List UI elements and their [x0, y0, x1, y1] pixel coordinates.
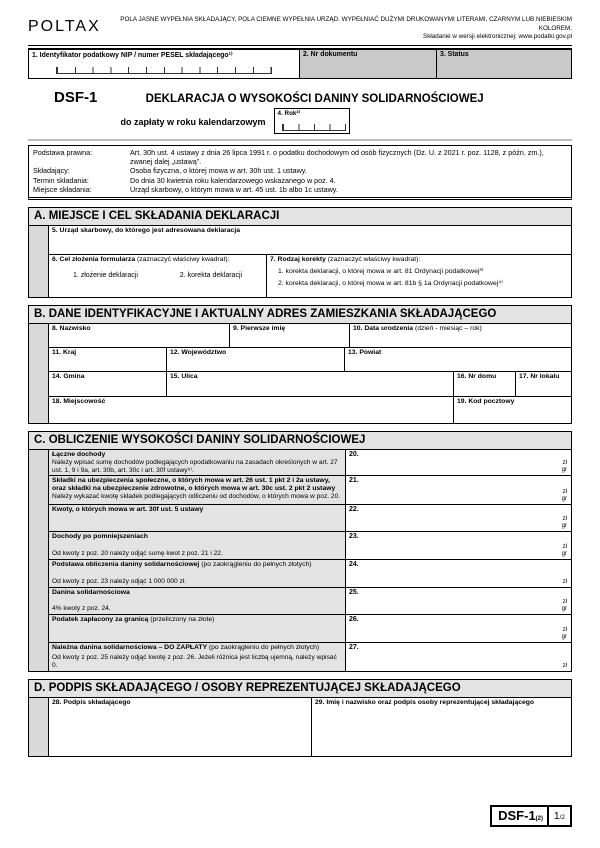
row27-note: Od kwoty z poz. 25 należy odjąć kwotę z poz. 26. Jeżeli różnica jest liczbą ujemną, należy wpisać 0.: [52, 653, 337, 669]
apartment-number-field[interactable]: [515, 372, 571, 396]
amount-field-27[interactable]: 27. zł: [346, 643, 571, 671]
street-label: 15. Ulica: [170, 373, 198, 381]
row20-title: Łączne dochody: [52, 451, 106, 459]
voivodeship-field[interactable]: [166, 348, 344, 371]
section-a-header: A. MIEJSCE I CEL SKŁADANIA DEKLARACJI: [28, 207, 572, 225]
house-number-field[interactable]: [453, 372, 515, 396]
representative-signature-label: 29. Imię i nazwisko oraz podpis osoby reprezentującej składającego: [315, 699, 535, 707]
county-label: 13. Powiat: [348, 349, 382, 357]
filing-purpose-option-declaration[interactable]: 1. złożenie deklaracji: [72, 272, 138, 280]
calc-row-art30f-amounts: [49, 504, 571, 531]
section-c-header: C. OBLICZENIE WYSOKOŚCI DANINY SOLIDARNOŚCIOWEJ: [28, 431, 572, 449]
row26-title: Podatek zapłacony za granicą: [52, 616, 151, 624]
first-name-field[interactable]: [229, 324, 349, 347]
footer-form-version: (2): [535, 816, 544, 822]
nip-pesel-label: 1. Identyfikator podatkowy NIP / numer PESEL składającego¹⁾: [32, 51, 233, 59]
row24-title: Podstawa obliczenia daniny solidarnościowej: [52, 561, 202, 569]
status-field: [437, 50, 571, 78]
year-label: 4. Rok²⁾: [277, 109, 301, 117]
voivodeship-label: 12. Województwo: [170, 349, 227, 357]
calc-row-levy-base: Podstawa obliczenia daniny solidarnościowej (po zaokrągleniu do pełnych złotych) Od kwoty z poz. 23 należy odjąć 1 000 000 zł. 24. zł: [49, 559, 571, 587]
row23-note: Od kwoty z poz. 20 należy odjąć sumę kwot z poz. 21 i 22.: [52, 549, 223, 557]
zl-unit: zł: [562, 516, 567, 523]
status-label: 3. Status: [440, 50, 469, 58]
zl-unit: zł: [562, 663, 567, 670]
legal-value: Urząd skarbowy, o którym mowa w art. 45 ust. 1b albo 1c ustawy.: [130, 184, 338, 194]
identification-row: [28, 48, 572, 79]
row23-title: Dochody po pomniejszeniach: [52, 533, 148, 541]
country-field[interactable]: [49, 348, 166, 371]
fill-instructions-line1: POLA JASNE WYPEŁNIA SKŁADAJĄCY, POLA CIEMNE WYPEŁNIA URZĄD. WYPEŁNIAĆ DUŻYMI DRUKOWANYMI LITERAMI, CZARNYM LUB NIEBIESKIM KOLOREM.: [120, 16, 572, 32]
filing-purpose-option-correction[interactable]: 2. korekta deklaracji: [179, 272, 243, 280]
calc-row-contributions: [49, 475, 571, 504]
city-field[interactable]: [49, 397, 453, 423]
country-label: 11. Kraj: [52, 349, 77, 357]
street-field[interactable]: [166, 372, 453, 396]
legal-row-deadline: [33, 176, 567, 185]
form-header: [28, 16, 572, 42]
subtitle-block: [28, 108, 442, 134]
section-b-margin-strip: [29, 324, 48, 423]
section-d-body: [28, 697, 572, 757]
efiling-info: Składanie w wersji elektronicznej: www.podatki.gov.pl: [423, 33, 572, 40]
legal-basis-box: [28, 145, 572, 201]
filing-purpose-label: 6. Cel złożenia formularza: [52, 256, 137, 264]
legal-row-basis: [33, 148, 567, 167]
amount-field-20[interactable]: 20. zł gr: [346, 450, 571, 475]
legal-label: Termin składania:: [33, 175, 89, 185]
zl-unit: zł: [562, 460, 567, 467]
form-title: DEKLARACJA O WYSOKOŚCI DANINY SOLIDARNOŚCIOWEJ: [145, 92, 484, 105]
commune-label: 14. Gmina: [52, 373, 85, 381]
section-d-header: D. PODPIS SKŁADAJĄCEGO / OSOBY REPREZENTUJĄCEJ SKŁADAJĄCEGO: [28, 679, 572, 697]
zl-unit: zł: [562, 599, 567, 606]
row20-note: Należy wpisać sumę dochodów podlegających opodatkowaniu na zasadach określonych w art. 27 ust. 1, 9 i 9a, art. 30b, art. 30c i art. 30f ustawy⁵⁾.: [52, 459, 338, 475]
legal-value: Osoba fizyczna, o której mowa w art. 30h ust. 1 ustawy.: [130, 166, 307, 176]
amount-field-23[interactable]: 23. zł gr: [346, 532, 571, 559]
zl-unit: zł: [562, 489, 567, 496]
section-c-body: [28, 449, 572, 672]
row24-note: Od kwoty z poz. 23 należy odjąć 1 000 000 zł.: [52, 577, 187, 585]
section-b-header: B. DANE IDENTYFIKACYJNE I AKTUALNY ADRES ZAMIESZKANIA SKŁADAJĄCEGO: [28, 305, 572, 323]
correction-type-option-art81b[interactable]: 2. korekta deklaracji, o której mowa w art. 81b § 1a Ordynacji podatkowej⁴⁾: [278, 280, 503, 288]
representative-signature-field[interactable]: [311, 698, 571, 756]
zl-unit: zł: [562, 627, 567, 634]
birth-date-label: 10. Data urodzenia: [353, 325, 415, 333]
year-entry-comb: [282, 124, 346, 131]
city-label: 18. Miejscowość: [52, 398, 106, 406]
form-subtitle: do zapłaty w roku kalendarzowym: [120, 116, 266, 127]
amount-field-26[interactable]: 26. zł gr: [346, 615, 571, 642]
year-field[interactable]: [274, 108, 350, 134]
tax-office-field[interactable]: [49, 226, 571, 254]
commune-field[interactable]: [49, 372, 166, 396]
gr-unit: gr: [561, 606, 567, 613]
section-c-margin-strip: [29, 450, 48, 671]
gr-unit: gr: [561, 634, 567, 641]
filer-signature-field[interactable]: [49, 698, 311, 756]
postal-code-label: 19. Kod pocztowy: [457, 398, 515, 406]
legal-label: Podstawa prawna:: [33, 147, 93, 157]
tax-office-label: 5. Urząd skarbowy, do którego jest adresowana deklaracja: [52, 227, 240, 235]
filing-purpose-hint: (zaznaczyć właściwy kwadrat):: [136, 256, 230, 264]
amount-field-21[interactable]: 21. zł gr: [346, 476, 571, 504]
title-divider: [28, 139, 572, 141]
zl-unit: zł: [562, 579, 567, 586]
filing-purpose-field: [49, 255, 266, 297]
row27-title: Należna danina solidarnościowa – DO ZAPŁATY: [52, 644, 209, 652]
calc-row-solidarity-levy: [49, 587, 571, 614]
surname-label: 8. Nazwisko: [52, 325, 91, 333]
page-footer: [490, 805, 572, 827]
correction-type-field: [266, 255, 571, 297]
nip-entry-comb: [56, 67, 272, 74]
legal-value: Do dnia 30 kwietnia roku kalendarzowego wskazanego w poz. 4.: [130, 175, 336, 185]
surname-field[interactable]: [49, 324, 229, 347]
form-code: DSF-1: [54, 88, 98, 106]
section-d-margin-strip: [29, 698, 48, 756]
gr-unit: gr: [561, 496, 567, 503]
legal-value: Art. 30h ust. 4 ustawy z dnia 26 lipca 1991 r. o podatku dochodowym od osób fizycznych (Dz. U. z 2021 r. poz. 1128, z późn. zm.), zwanej dalej „ustawą”.: [130, 147, 544, 166]
section-a-margin-strip: [29, 226, 48, 297]
row21-title: Składki na ubezpieczenia społeczne, o których mowa w art. 26 ust. 1 pkt 2 i 2a ustawy, oraz składki na ubezpieczenie zdrowotne, o których mowa w art. 30c ust. 2 pkt 2 ustawy: [52, 477, 336, 493]
postal-code-field[interactable]: [453, 397, 571, 423]
gr-unit: gr: [561, 523, 567, 530]
legal-row-filer: [33, 166, 567, 175]
row25-title: Danina solidarnościowa: [52, 589, 130, 597]
birth-date-field[interactable]: [349, 324, 571, 347]
nip-pesel-field[interactable]: [29, 50, 300, 78]
birth-date-hint: (dzień - miesiąc – rok): [414, 325, 482, 333]
section-a-body: [28, 225, 572, 298]
legal-label: Miejsce składania:: [33, 184, 92, 194]
document-number-field: [300, 50, 437, 78]
poltax-logo: POLTAX: [28, 18, 101, 35]
amount-field-24[interactable]: 24. zł: [346, 560, 571, 587]
correction-type-hint: (zaznaczyć właściwy kwadrat):: [327, 256, 421, 264]
section-b-body: [28, 323, 572, 424]
page-indicator: 1 /2: [547, 807, 570, 825]
calc-row-total-income: [49, 450, 571, 475]
house-number-label: 16. Nr domu: [457, 373, 497, 381]
document-number-label: 2. Nr dokumentu: [303, 50, 358, 58]
legal-row-place: [33, 185, 567, 194]
filer-signature-label: 28. Podpis składającego: [52, 699, 131, 707]
zl-unit: zł: [562, 544, 567, 551]
first-name-label: 9. Pierwsze imię: [233, 325, 286, 333]
legal-label: Składający:: [33, 166, 70, 176]
gr-unit: gr: [561, 467, 567, 474]
fill-instructions: [111, 16, 572, 42]
amount-field-22[interactable]: 22. zł gr: [346, 505, 571, 531]
calc-row-foreign-tax: Podatek zapłacony za granicą (przeliczony na złote) 26. zł gr: [49, 614, 571, 642]
calc-row-levy-due: Należna danina solidarnościowa – DO ZAPŁATY (po zaokrągleniu do pełnych złotych) Od kwoty z poz. 25 należy odjąć kwotę z poz. 26. Jeżeli różnica jest liczbą ujemną, należy wpisać 0. 27. zł: [49, 642, 571, 671]
amount-field-25[interactable]: 25. zł gr: [346, 588, 571, 614]
row22-title: Kwoty, o których mowa w art. 30f ust. 5 ustawy: [52, 506, 204, 514]
county-field[interactable]: [344, 348, 571, 371]
correction-type-option-art81[interactable]: 1. korekta deklaracji, o której mowa w art. 81 Ordynacji podatkowej³⁾: [278, 268, 484, 276]
gr-unit: gr: [561, 551, 567, 558]
correction-type-label: 7. Rodzaj korekty: [270, 256, 328, 264]
row21-note: Należy wykazać kwotę składek podlegających odliczeniu od dochodów, o których mowa w poz. 20.: [52, 493, 341, 501]
apartment-number-label: 17. Nr lokalu: [519, 373, 560, 381]
footer-form-code: DSF-1(2): [498, 808, 544, 823]
title-block: [28, 89, 572, 106]
calc-row-income-after-reductions: [49, 531, 571, 559]
row25-note: 4% kwoty z poz. 24.: [52, 604, 111, 612]
